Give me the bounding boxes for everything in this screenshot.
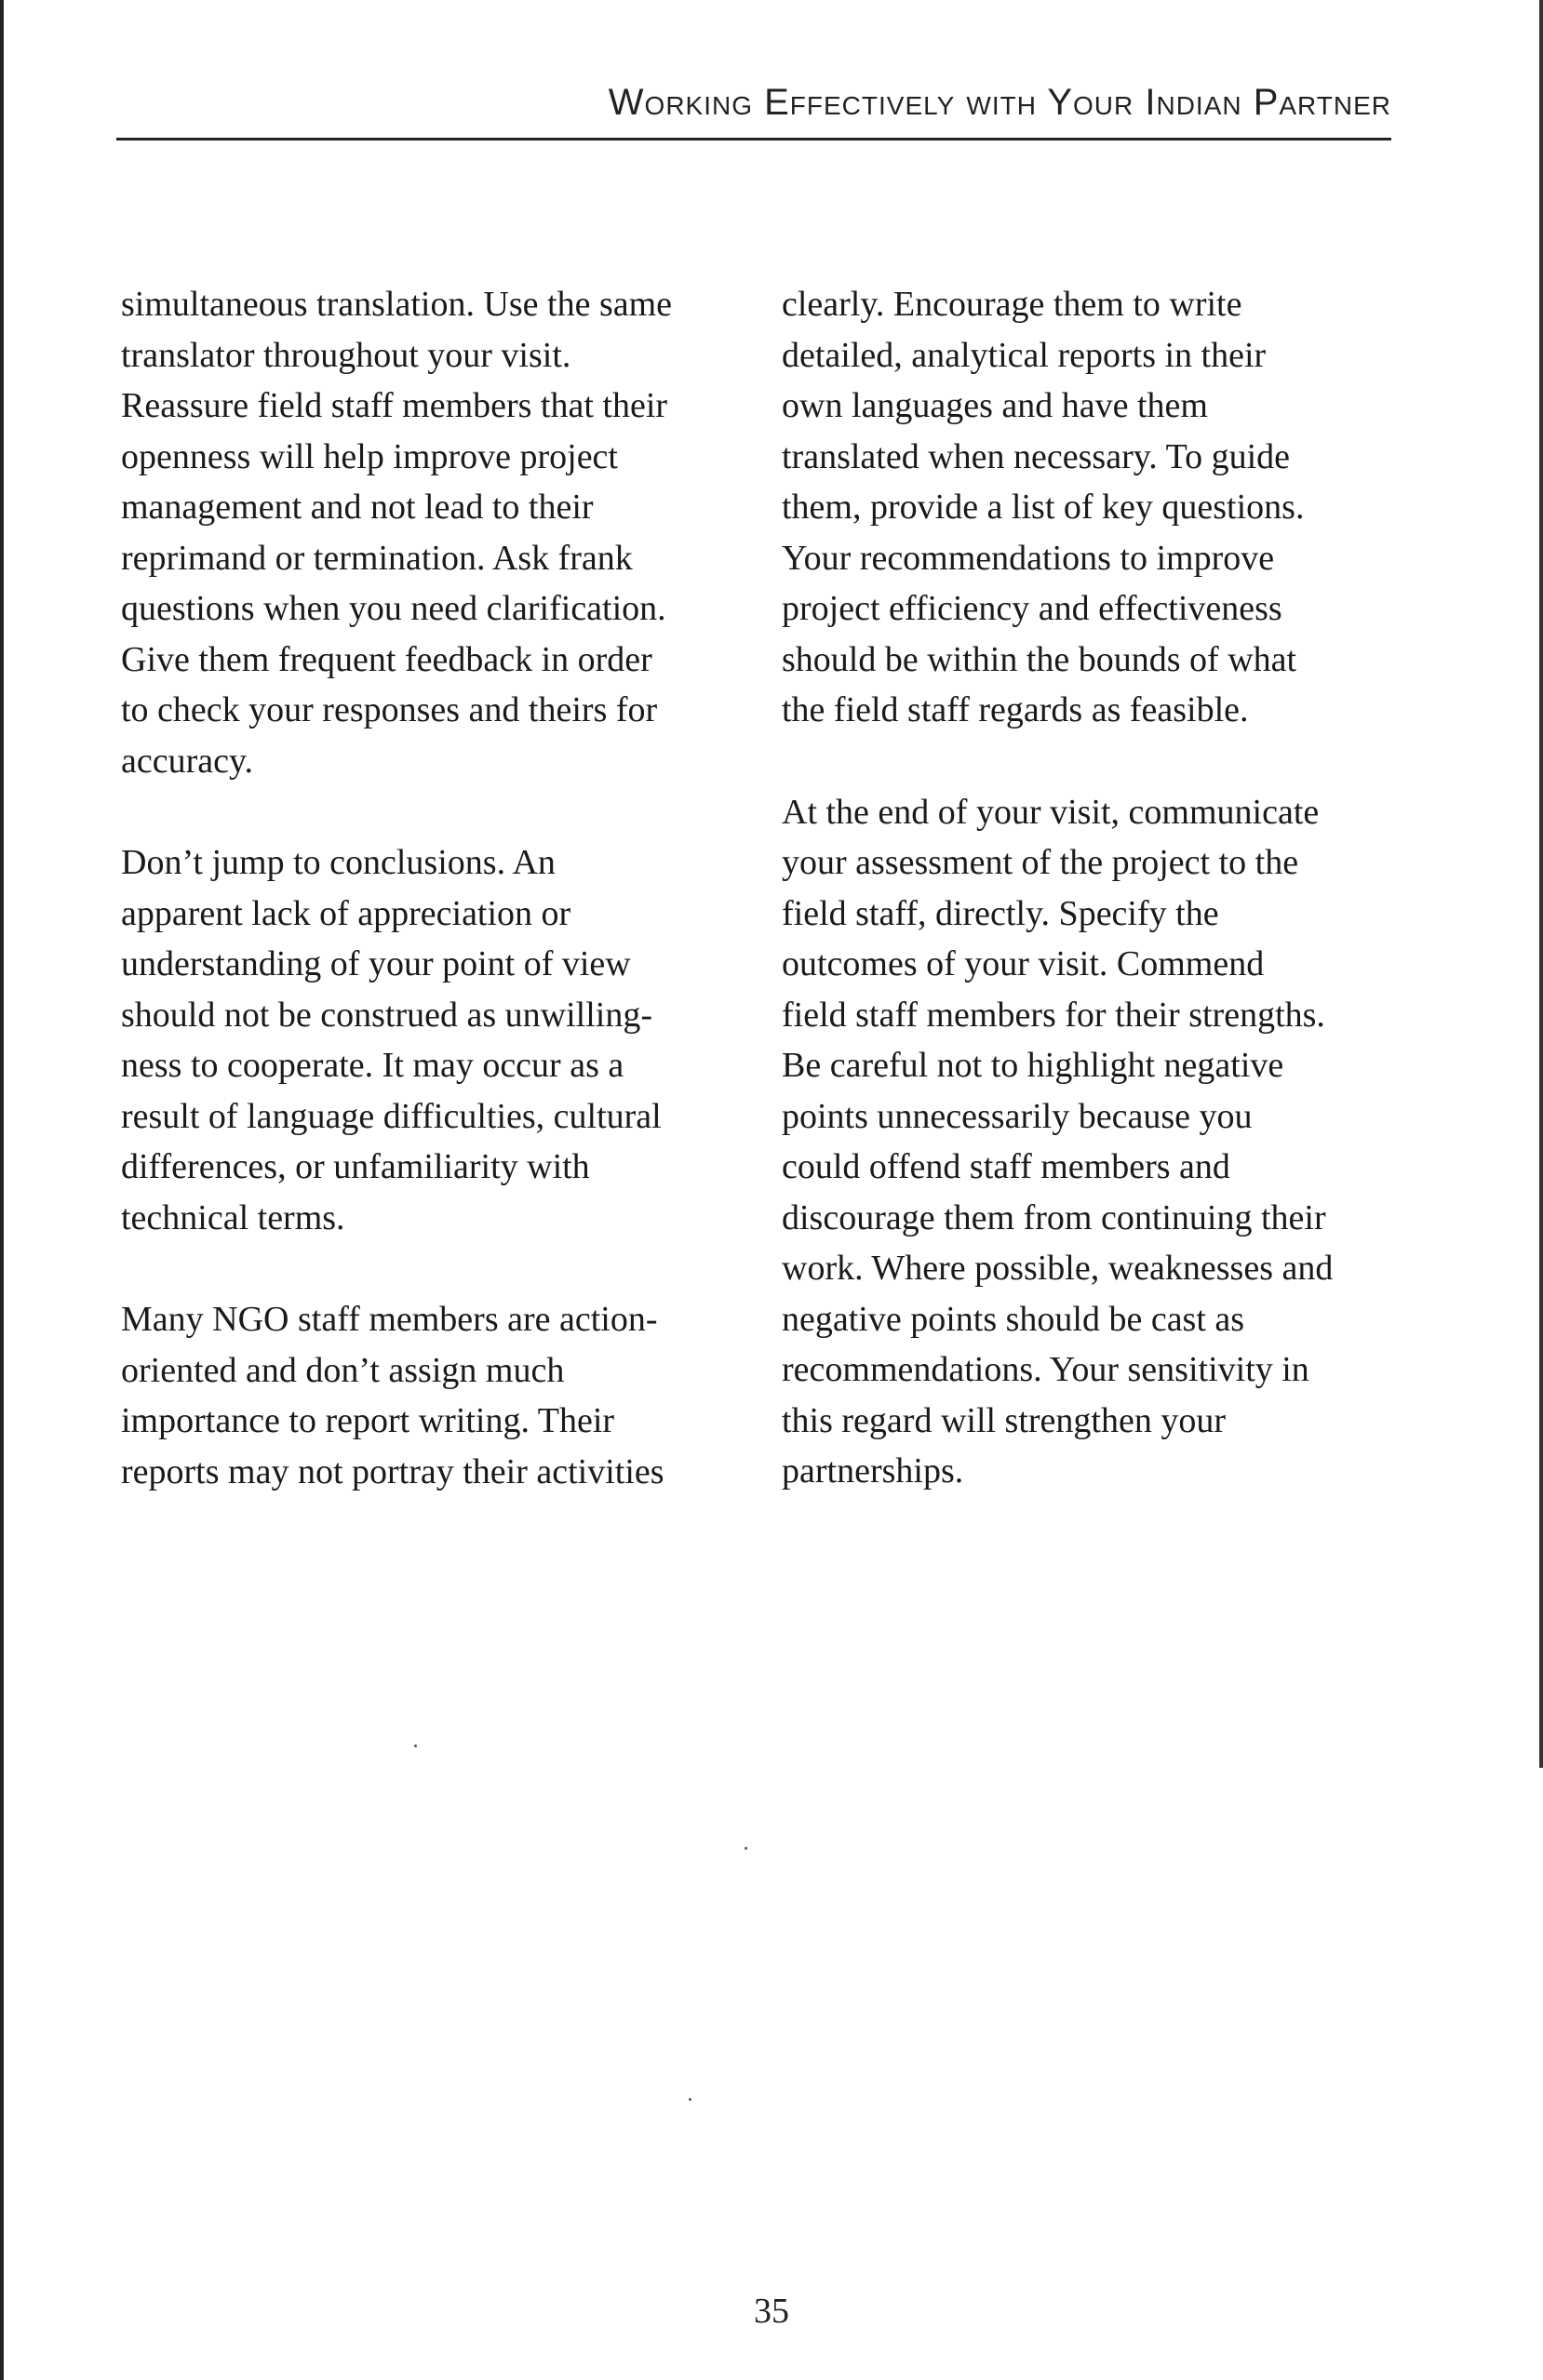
paragraph-conclusions: Don’t jump to conclusions. An apparent lack of appreciation or understanding of your point of view should not be construed as unwilling- ness to cooperate. It may occur as a result of language difficulties, cultural differences, or unfamiliarity with technical terms. (121, 843, 662, 1237)
scan-edge-left (0, 0, 4, 2380)
header-rule (116, 138, 1391, 140)
paragraph-end-of-visit: At the end of your visit, communicate your assessment of the project to the field staff, directly. Specify the outcomes of your visit. Commend field staff members for their strengths. Be careful not to highlight negative points unnecessarily because you could offend staff members and discourage them from continuing their work. Where possible, weaknesses and negative points should be cast as recommendations. Your sensitivity in this regard will strengthen your partnerships. (782, 792, 1334, 1491)
right-column (782, 279, 1424, 1548)
left-column (121, 279, 772, 1548)
running-header: Working Effectively with Your Indian Partner (608, 82, 1391, 123)
page-number: 35 (754, 2292, 789, 2331)
paragraph-report-writing: Many NGO staff members are action- oriented and don’t assign much importance to report writing. Their reports may not portray their activities (121, 1300, 664, 1491)
scan-speck (689, 2098, 691, 2101)
scan-edge-right (1539, 0, 1543, 1768)
paragraph-translation: simultaneous translation. Use the same translator throughout your visit. Reassure field staff members that their openness will help improve project management and not lead to their reprimand or termination. Ask frank questions when you need clarification. Give them frequent feedback in order to check your responses and theirs for accuracy. (121, 285, 673, 781)
paragraph-reports-clearly: clearly. Encourage them to write detailed, analytical reports in their own languages and have them translated when necessary. To guide them, provide a list of key questions. Your recommendations to improve project efficiency and effectiveness should be within the bounds of what the field staff regards as feasible. (782, 285, 1305, 729)
scan-speck (414, 1745, 417, 1747)
scan-speck (745, 1847, 747, 1850)
